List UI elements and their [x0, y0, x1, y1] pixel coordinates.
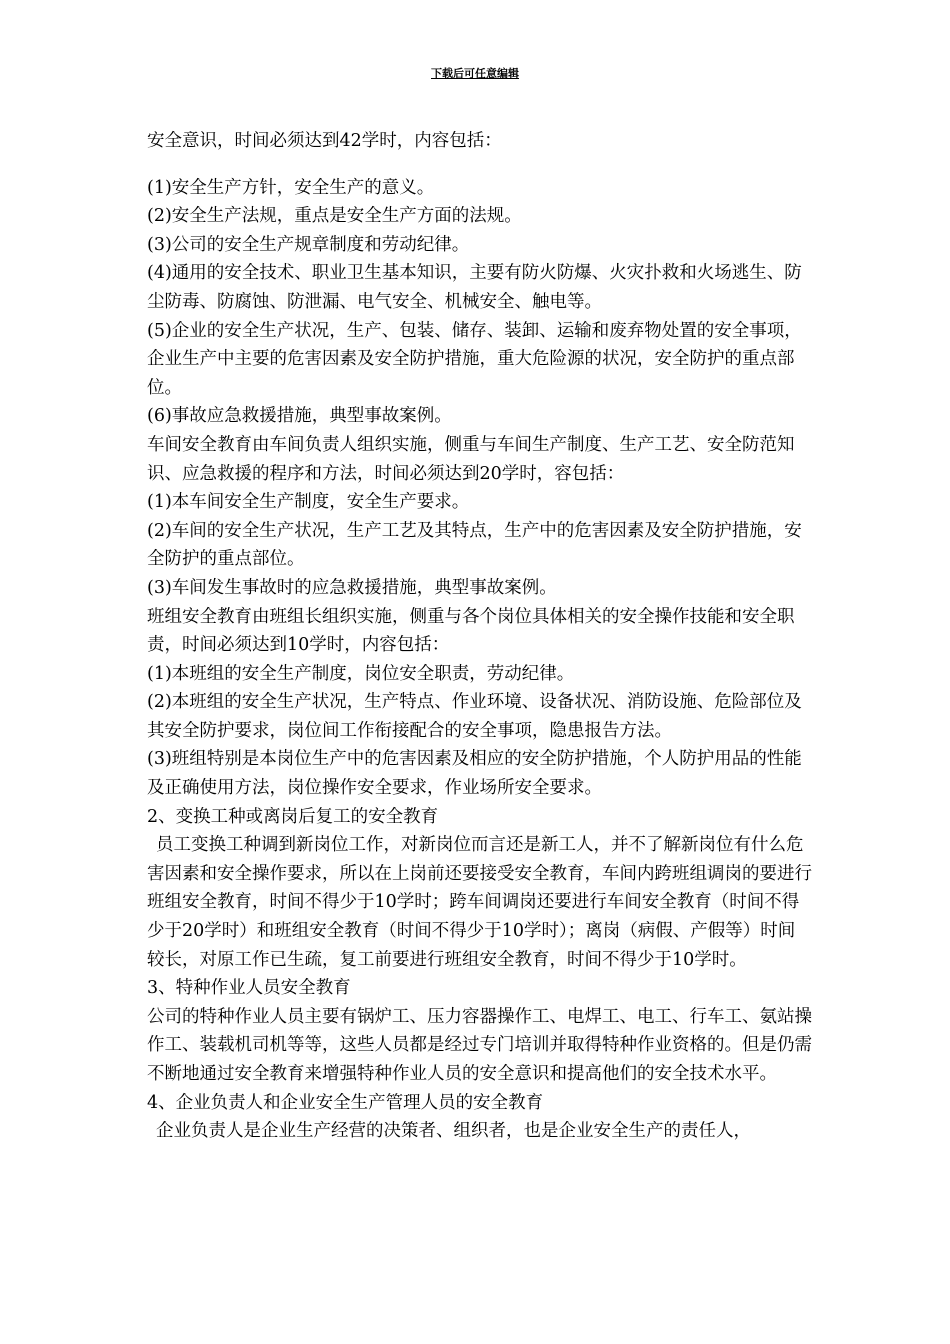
list-item: (3)公司的安全生产规章制度和劳动纪律。: [147, 234, 470, 255]
list-item: (2)车间的安全生产状况，生产工艺及其特点，生产中的危害因素及安全防护措施，安全防护的重点部位。: [147, 520, 802, 570]
paragraph-special-workers: 公司的特种作业人员主要有锅炉工、压力容器操作工、电焊工、电工、行车工、氨站操作工、装载机司机等等，这些人员都是经过专门培训并取得特种作业资格的。但是仍需不断地通过安全教育来增强特种作业人员的安全意识和提高他们的安全技术水平。: [147, 1006, 812, 1084]
list-item: (1)安全生产方针，安全生产的意义。: [147, 177, 435, 198]
paragraph-job-change: 员工变换工种调到新岗位工作，对新岗位而言还是新工人，并不了解新岗位有什么危害因素和安全操作要求，所以在上岗前还要接受安全教育，车间内跨班组调岗的要进行班组安全教育，时间不得少于10学时；跨车间调岗还要进行车间安全教育（时间不得少于20学时）和班组安全教育（时间不得少于10学时）；离岗（病假、产假等）时间较长，对原工作已生疏，复工前要进行班组安全教育，时间不得少于10学时。: [147, 835, 812, 970]
paragraph-management: 企业负责人是企业生产经营的决策者、组织者，也是企业安全生产的责任人，: [156, 1121, 751, 1142]
page-header: 下载后可任意编辑: [431, 67, 519, 80]
list-item: (1)本车间安全生产制度，安全生产要求。: [147, 492, 470, 513]
section-heading: 2、变换工种或离岗后复工的安全教育: [147, 806, 439, 827]
paragraph-intro: 安全意识，时间必须达到42学时，内容包括：: [147, 131, 502, 151]
list-item: (3)班组特别是本岗位生产中的危害因素及相应的安全防护措施，个人防护用品的性能及正确使用方法，岗位操作安全要求，作业场所安全要求。: [147, 749, 802, 799]
list-item: (1)本班组的安全生产制度，岗位安全职责，劳动纪律。: [147, 663, 575, 684]
list-item: (2)安全生产法规，重点是安全生产方面的法规。: [147, 206, 522, 227]
list-item: (4)通用的安全技术、职业卫生基本知识，主要有防火防爆、火灾扑救和火场逃生、防尘防毒、防腐蚀、防泄漏、电气安全、机械安全、触电等。: [147, 263, 802, 312]
list-item: (2)本班组的安全生产状况，生产特点、作业环境、设备状况、消防设施、危险部位及其安全防护要求，岗位间工作衔接配合的安全事项，隐患报告方法。: [147, 692, 802, 741]
section-heading: 4、企业负责人和企业安全生产管理人员的安全教育: [147, 1092, 544, 1113]
list-item: (6)事故应急救援措施，典型事故案例。: [147, 406, 452, 427]
document-body: [147, 127, 812, 1146]
section-heading: 3、特种作业人员安全教育: [147, 978, 351, 999]
paragraph-team-education: 班组安全教育由班组长组织实施，侧重与各个岗位具体相关的安全操作技能和安全职责，时间必须达到10学时，内容包括：: [147, 606, 795, 656]
paragraph-workshop-education: 车间安全教育由车间负责人组织实施，侧重与车间生产制度、生产工艺、安全防范知识、应急救援的程序和方法，时间必须达到20学时，容包括：: [147, 434, 795, 484]
list-item: (5)企业的安全生产状况，生产、包装、储存、装卸、运输和废弃物处置的安全事项，企业生产中主要的危害因素及安全防护措施，重大危险源的状况，安全防护的重点部位。: [147, 320, 802, 398]
list-item: (3)车间发生事故时的应急救援措施，典型事故案例。: [147, 577, 557, 598]
